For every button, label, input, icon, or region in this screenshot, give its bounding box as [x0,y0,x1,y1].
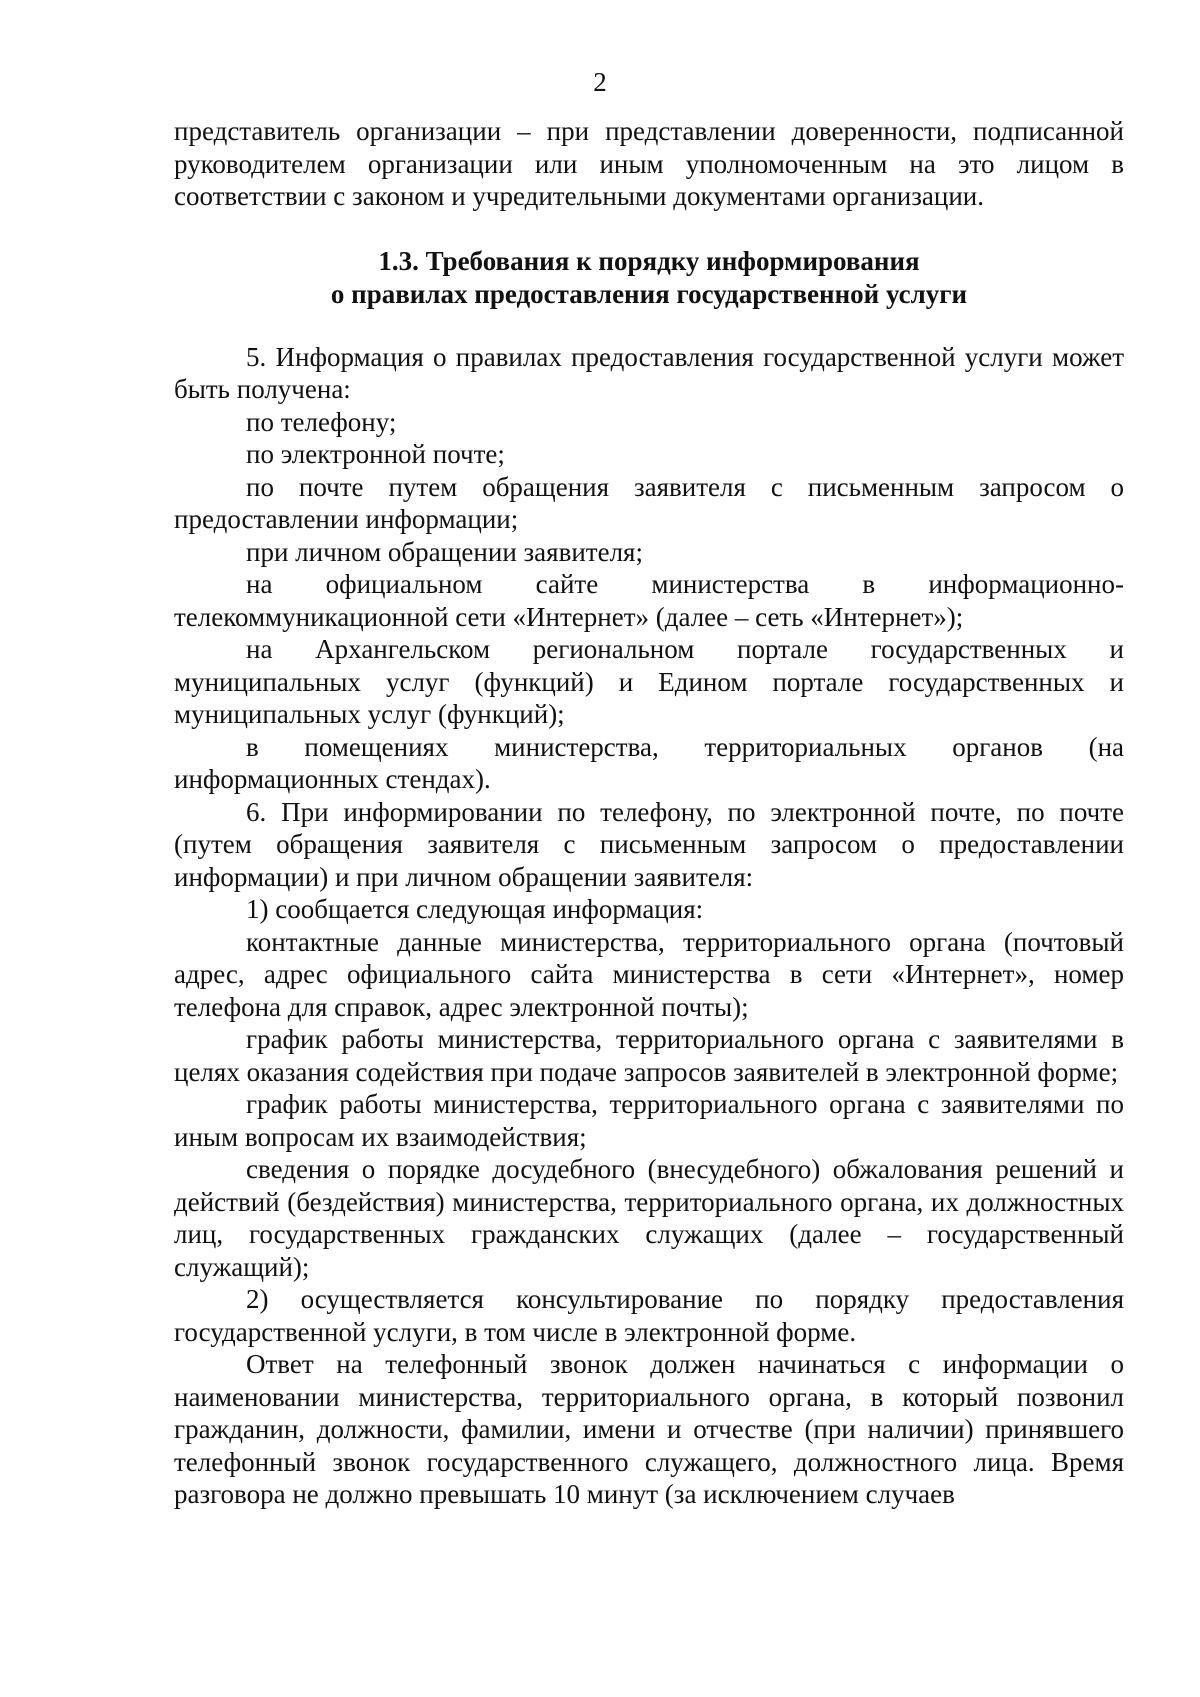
list-item-email: по электронной почте; [246,439,505,469]
subitem-1: 1) сообщается следующая информация: [246,894,704,924]
list-item-phone: по телефону; [246,406,397,437]
section-heading-line-2: о правилах предоставления государственной услуги [330,278,968,309]
list-item-schedule-electronic: график работы министерства, территориального органа с заявителями в целях оказания содействия при подаче запросов заявителей в электронной форме; [174,1024,1124,1087]
list-item-appeal-procedure: сведения о порядке досудебного (внесудебного) обжалования решений и действий (бездействия) министерства, территориального органа, их должностных лиц, государственных гражданских служащих (далее – государственный служащий); [174,1154,1124,1282]
document-body [174,115,1124,1511]
list-item-website: на официальном сайте министерства в информационно-телекоммуникационной сети «Интернет» (далее – сеть «Интернет»); [174,569,1124,632]
paragraph-6-intro: 6. При информировании по телефону, по электронной почте, по почте (путем обращения заявителя с письменным запросом о предоставлении информации) и при личном обращении заявителя: [174,796,1124,892]
list-item-contacts: контактные данные министерства, территориального органа (почтовый адрес, адрес официального сайта министерства в сети «Интернет», номер телефона для справок, адрес электронной почты); [174,926,1124,1022]
section-heading [174,245,1124,311]
list-item-stands: в помещениях министерства, территориальных органов (на информационных стендах). [174,731,1124,794]
section-heading-line-1: 1.3. Требования к порядку информирования [378,245,920,276]
list-item-portals: на Архангельском региональном портале государственных и муниципальных услуг (функций) и Едином портале государственных и муниципальных услуг (функций); [174,634,1124,729]
page-number: 2 [593,67,607,97]
list-item-in-person: при личном обращении заявителя; [246,536,643,567]
intro-paragraph: представитель организации – при представлении доверенности, подписанной руководителем организации или иным уполномоченным на это лицом в соответствии с законом и учредительными документами организации. [174,116,1124,211]
paragraph-5-intro: 5. Информация о правилах предоставления государственной услуги может быть получена: [174,341,1124,404]
paragraph-phone-answer: Ответ на телефонный звонок должен начинаться с информации о наименовании министерства, территориального органа, в который позвонил гражданин, должности, фамилии, имени и отчестве (при наличии) принявшего телефонный звонок государственного служащего, должностного лица. Время разговора не должно превышать 10 минут (за исключением случаев [174,1349,1124,1509]
subitem-2: 2) осуществляется консультирование по порядку предоставления государственной услуги, в том числе в электронной форме. [174,1284,1124,1347]
list-item-schedule-other: график работы министерства, территориального органа с заявителями по иным вопросам их взаимодействия; [174,1089,1124,1152]
list-item-mail: по почте путем обращения заявителя с письменным запросом о предоставлении информации; [174,471,1124,534]
